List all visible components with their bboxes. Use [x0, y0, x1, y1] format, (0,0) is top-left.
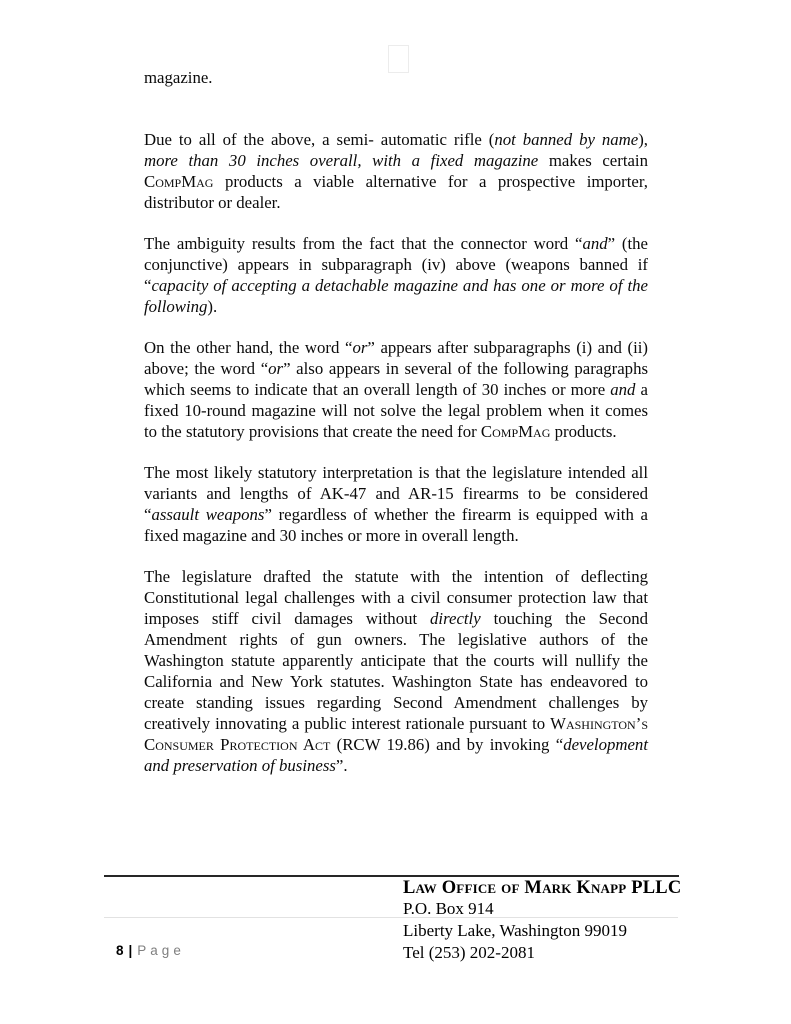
text-run: Washington’s Consumer Protection Act — [144, 714, 648, 754]
paragraph — [144, 337, 648, 442]
text-run: CompMag — [144, 172, 214, 191]
document-body — [144, 67, 648, 796]
address-line-po-box: P.O. Box 914 — [403, 899, 494, 918]
text-run: Due to all of the above, a semi- automatic rifle ( — [144, 130, 495, 149]
paragraph — [144, 67, 648, 88]
law-office-footer — [403, 879, 681, 963]
phone-line: Tel (253) 202-2081 — [403, 942, 535, 962]
text-run: ” (the conjunctive) appears in subparagraph (iv) above (weapons banned if “ — [144, 234, 649, 295]
text-run: ” also appears in several of the following paragraphs which seems to indicate that an overall length of 30 inches or more — [144, 359, 648, 399]
text-run: ” regardless of whether the firearm is equipped with a fixed magazine and 30 inches or more in overall length. — [144, 505, 648, 545]
text-run: and — [582, 234, 608, 253]
address-line-city: Liberty Lake, Washington 99019 — [403, 920, 627, 940]
page-number-separator: | — [128, 943, 133, 958]
text-run: more than 30 inches overall, with a fixed magazine — [144, 151, 539, 170]
text-run: (RCW 19.86) and by invoking “ — [330, 735, 564, 754]
text-run: The most likely statutory interpretation is that the legislature intended all variants and lengths of AK-47 and AR-15 firearms to be considered “ — [144, 463, 648, 524]
text-run: a fixed 10-round magazine will not solve the legal problem when it comes to the statutory provisions that create the need for — [144, 380, 648, 441]
page-number-value: 8 — [116, 943, 124, 958]
text-run: and — [610, 380, 636, 399]
paragraph — [144, 129, 648, 213]
text-run: magazine. — [144, 68, 213, 87]
text-run: CompMag — [480, 422, 551, 441]
text-run: makes certain — [538, 151, 648, 170]
page-number — [116, 943, 185, 958]
text-run: touching the Second Amendment rights of gun owners. The legislative authors of the Washington statute apparently anticipate that the courts will nullify the California and New York statutes. Washington State has endeavored to create standing issues regarding Second Amendment challenges by creatively innovating a public interest rationale pursuant to — [144, 609, 648, 733]
text-run: The ambiguity results from the fact that the connector word “ — [144, 234, 583, 253]
page-number-label: Page — [137, 943, 185, 958]
paragraph — [144, 233, 648, 317]
text-run: directly — [430, 609, 481, 628]
paragraph — [144, 566, 648, 776]
text-run: ”. — [335, 756, 348, 775]
text-run: ), — [638, 130, 649, 149]
text-run: not banned by name — [494, 130, 639, 149]
law-office-name: Law Office of Mark Knapp PLLC — [403, 878, 682, 898]
paragraph — [144, 462, 648, 546]
text-run: ). — [207, 297, 218, 316]
text-run: ” appears after subparagraphs (i) and (ii) above; the word “ — [144, 338, 648, 378]
text-run: capacity of accepting a detachable magazine and has one or more of the following — [144, 276, 648, 316]
text-run: products. — [550, 422, 617, 441]
text-run: products a viable alternative for a prospective importer, distributor or dealer. — [144, 172, 648, 212]
text-run: or — [268, 359, 284, 378]
text-run: The legislature drafted the statute with the intention of deflecting Constitutional legal challenges with a civil consumer protection law that imposes stiff civil damages without — [144, 567, 648, 628]
footer-separator-line — [104, 875, 679, 877]
text-run: or — [352, 338, 368, 357]
text-run: On the other hand, the word “ — [144, 338, 353, 357]
text-run: development and preservation of business — [144, 735, 648, 775]
text-run: assault weapons — [151, 505, 265, 524]
